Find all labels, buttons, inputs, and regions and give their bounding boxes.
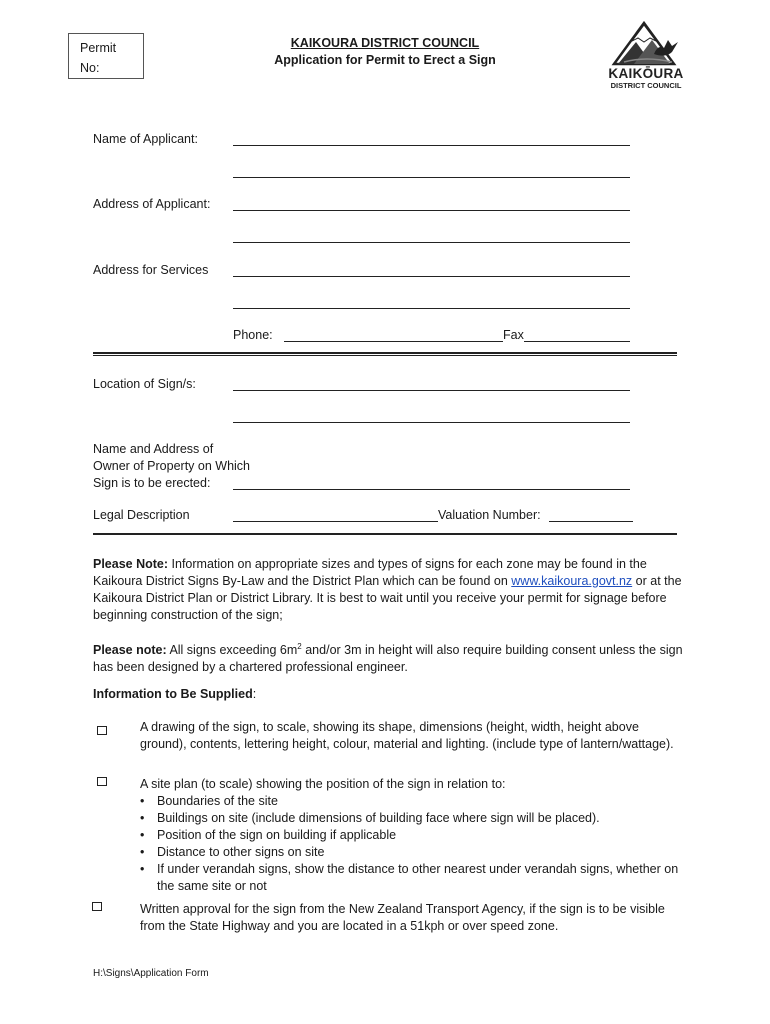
location-of-signs-line-1[interactable] [233,390,630,391]
address-for-services-line-1[interactable] [233,276,630,277]
legal-description-line[interactable] [233,521,438,522]
location-of-signs-label: Location of Sign/s: [93,377,196,391]
bullet-item: • Boundaries of the site [157,793,680,810]
info-heading-colon: : [252,687,257,701]
council-logo [606,18,686,94]
please-note-text-b: or at the Kaikoura District Plan or District Library. It is best to wait until you receive your permit for signage before beginning construction of the sign; [93,574,682,622]
mountain-whale-icon [606,18,686,66]
legal-description-label: Legal Description [93,508,190,522]
building-consent-text-b: and/or 3m in height will also require building consent unless the sign has been designed by a chartered professional engineer. [93,643,683,675]
address-for-services-line-2[interactable] [233,308,630,309]
please-note-heading: Please Note: [93,557,169,571]
location-of-signs-line-2[interactable] [233,422,630,423]
owner-label-line-1: Name and Address of [93,442,214,456]
squared-superscript: 2 [297,642,302,651]
fax-label: Fax [503,328,524,342]
building-consent-text-a: All signs exceeding 6m [169,643,298,658]
please-note-text-a: Information on appropriate sizes and types of signs for each zone may be found in the Kaikoura District Signs By-Law and the District Plan which can be found on [93,557,647,588]
address-for-services-label: Address for Services [93,263,209,277]
name-of-applicant-line-2[interactable] [233,177,630,178]
name-of-applicant-line-1[interactable] [233,145,630,146]
address-of-applicant-line-2[interactable] [233,242,630,243]
valuation-number-line[interactable] [549,521,633,522]
site-plan-bullet-list [140,793,680,895]
site-plan-requirement-text: A site plan (to scale) showing the position of the sign in relation to: [140,777,506,791]
site-plan-checkbox[interactable] [97,777,107,786]
owner-label-line-3: Sign is to be erected: [93,476,211,490]
valuation-number-label: Valuation Number: [438,508,541,522]
bullet-item: • Position of the sign on building if applicable [157,827,680,844]
info-heading-row [93,686,683,703]
fax-line[interactable] [524,341,630,342]
form-title: Application for Permit to Erect a Sign [274,53,496,67]
logo-name: KAIKŌURA [608,66,684,81]
form-header [230,35,540,69]
building-consent-heading: Please note: [93,643,167,658]
bullet-item: • If under verandah signs, show the distance to other nearest under verandah signs, whether on the same site or not [157,861,680,895]
nzta-approval-checkbox[interactable] [92,902,102,911]
section-divider-2 [93,533,677,535]
council-website-link[interactable]: www.kaikoura.govt.nz [511,574,633,588]
building-consent-note [93,638,683,676]
drawing-checkbox[interactable] [97,726,107,735]
council-name: KAIKOURA DISTRICT COUNCIL [290,36,480,50]
owner-label-line-2: Owner of Property on Which [93,459,251,473]
phone-line[interactable] [284,341,503,342]
permit-label: Permit [80,41,117,55]
bullet-item: • Distance to other signs on site [157,844,680,861]
bullet-item: • Buildings on site (include dimensions of building face where sign will be placed). [157,810,680,827]
phone-label: Phone: [233,328,273,342]
permit-number-box[interactable] [68,33,144,79]
address-of-applicant-line-1[interactable] [233,210,630,211]
nzta-approval-text: Written approval for the sign from the New Zealand Transport Agency, if the sign is to be visible from the State Highway and you are located in a 51kph or over speed zone. [140,902,665,933]
info-heading: Information to Be Supplied [93,687,253,701]
section-divider-1 [93,352,677,356]
site-plan-requirement [140,776,680,895]
name-of-applicant-label: Name of Applicant: [93,132,198,146]
logo-sub: DISTRICT COUNCIL [610,81,682,90]
please-note-paragraph [93,556,683,624]
permit-no-label: No: [80,61,100,75]
drawing-requirement-text: A drawing of the sign, to scale, showing its shape, dimensions (height, width, height above ground), contents, lettering height, colour, material and lighting. (include type of lantern/wattage). [140,720,674,751]
owner-line[interactable] [233,489,630,490]
address-of-applicant-label: Address of Applicant: [93,197,211,211]
file-path-footer: H:\Signs\Application Form [93,968,209,979]
